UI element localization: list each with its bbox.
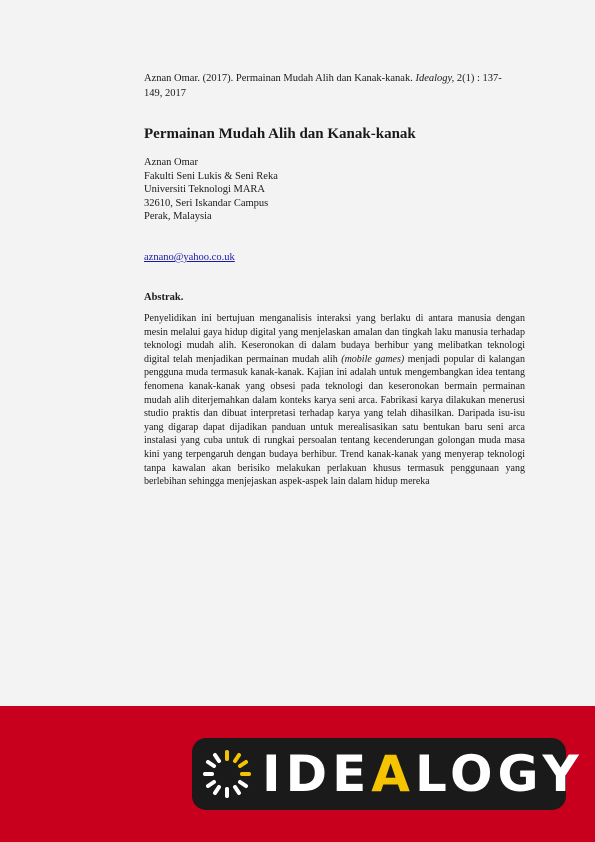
abstract-text-part-1: Penyelidikan ini bertujuan menganalisis interaksi yang berlaku di antara manusia dengan mesin melalui gaya hidup digital yang menjelaskan amalan dan tingkah laku manusia terhadap teknologi mudah alih. Keseronokan di dalam budaya berhibur yang melibatkan teknologi digital telah menjadikan permainan mudah alih [144,313,525,365]
abstract-text-part-2: menjadi popular di kalangan pengguna muda termasuk kanak-kanak. Kajian ini adalah untuk mengembangkan idea tentang fenomena kanak-kanak yang obsesi pada teknologi dan keseronokan bermain permainan mudah alih diterjemahkan dalam konteks karya seni arca. Fabrikasi karya dilakukan menerusi studio praktis dan dibuat interpretasi terhadap karya yang telah dihasilkan. Daripada isu-isu yang digarap dapat dijadikan panduan untuk merealisasikan satu bentukan baru seni arca instalasi yang cuba untuk di rungkai persoalan tentang kecenderungan golongan muda masa kini yang terpengaruh dengan budaya berhibur. Trend kanak-kanak yang menyerap teknologi tanpa kawalan akan berisiko melakukan perlakuan khusus termasuk penggunaan yang berlebihan sehingga menjejaskan aspek-aspek lain dalam hidup mereka [144,353,525,488]
citation-text: Aznan Omar. (2017). Permainan Mudah Alih dan Kanak-kanak. [144,73,416,84]
citation-volume-pages: 2(1) : 137-149, 2017 [144,73,502,99]
paper-title: Permainan Mudah Alih dan Kanak-kanak [144,126,416,142]
author-affiliation [144,156,444,224]
sunburst-icon [202,749,252,799]
author-name: Aznan Omar [144,157,198,168]
abstract-italic-term: (mobile games) [341,353,405,365]
abstract-body [144,312,525,489]
citation-journal: Idealogy, [415,73,455,84]
author-address: 32610, Seri Iskandar Campus [144,197,269,209]
wordmark-part-2: LOGY [414,745,584,803]
author-university: Universiti Teknologi MARA [144,184,265,195]
wordmark-accent-letter: A [371,745,415,803]
wordmark-part-1: IDE [262,745,372,803]
author-region: Perak, Malaysia [144,211,212,222]
idealogy-wordmark [262,742,584,806]
abstract-heading: Abstrak. [144,292,184,303]
citation [144,71,514,101]
idealogy-logo [192,738,584,810]
author-email-link[interactable]: aznano@yahoo.co.uk [144,252,235,263]
author-faculty: Fakulti Seni Lukis & Seni Reka [144,170,278,182]
